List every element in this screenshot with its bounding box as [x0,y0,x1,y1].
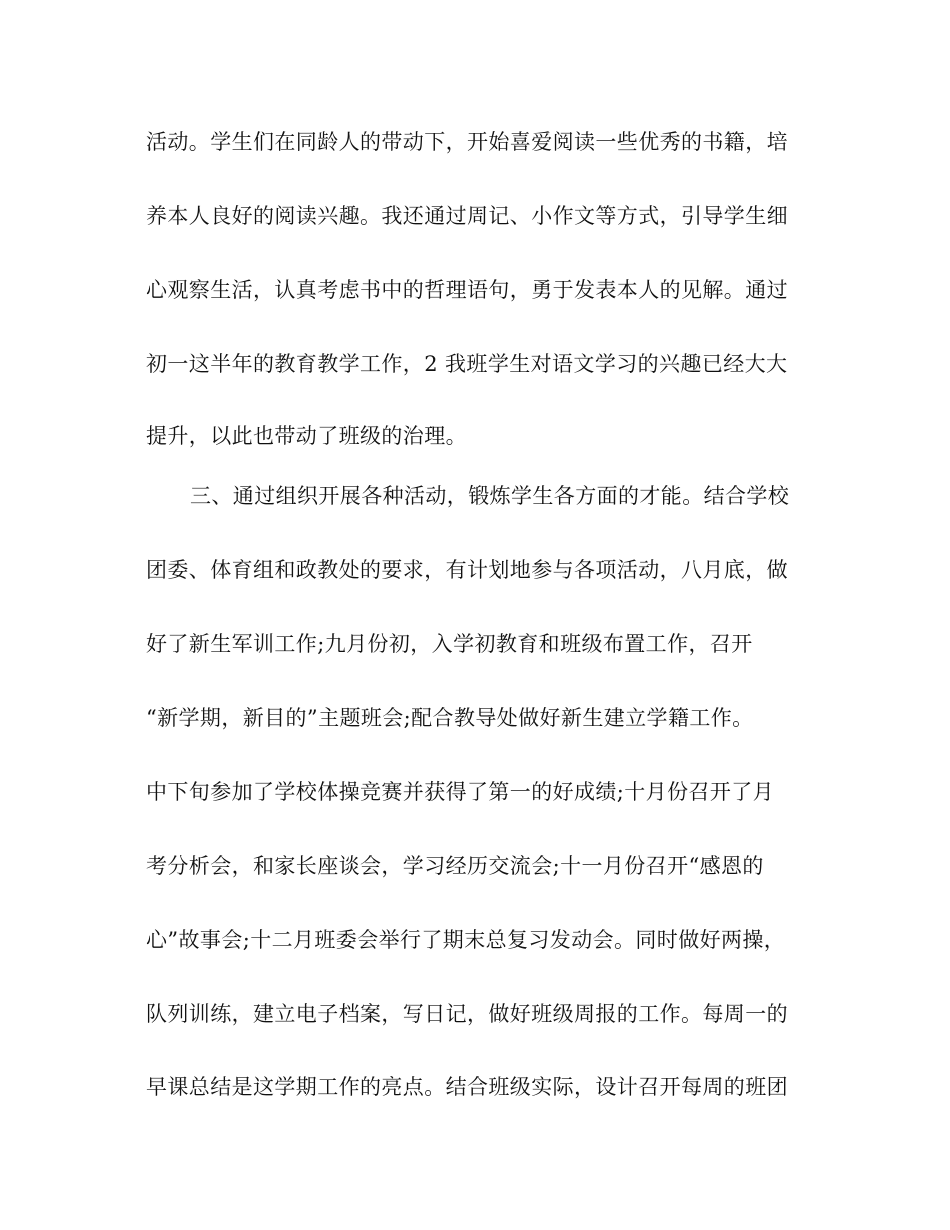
text-line: 考分析会，和家长座谈会，学习经历交流会;十一月份召开“感恩的 [146,854,764,878]
text-line: 团委、体育组和政教处的要求，有计划地参与各项活动，八月底，做 [146,558,788,582]
text-line: 心”故事会;十二月班委会举行了期末总复习发动会。同时做好两操， [146,928,786,952]
text-line: 初一这半年的教育教学工作，2 我班学生对语文学习的兴趣已经大大 [146,352,788,376]
text-line: 中下旬参加了学校体操竞赛并获得了第一的好成绩;十月份召开了月 [146,780,775,804]
text-line: 好了新生军训工作;九月份初，入学初教育和班级布置工作，召开 [146,632,753,656]
text-line: 活动。学生们在同龄人的带动下，开始喜爱阅读一些优秀的书籍，培 [146,130,788,154]
paragraph-start-line: 三、通过组织开展各种活动，锻炼学生各方面的才能。结合学校 [190,484,790,508]
text-line: “新学期，新目的”主题班会;配合教导处做好新生建立学籍工作。 [146,706,754,730]
text-line: 心观察生活，认真考虑书中的哲理语句，勇于发表本人的见解。通过 [146,278,788,302]
text-line: 队列训练，建立电子档案，写日记，做好班级周报的工作。每周一的 [146,1002,788,1026]
text-line: 提升，以此也带动了班级的治理。 [146,424,467,448]
text-line: 养本人良好的阅读兴趣。我还通过周记、小作文等方式，引导学生细 [146,204,788,228]
text-line: 早课总结是这学期工作的亮点。结合班级实际，设计召开每周的班团 [146,1075,788,1099]
